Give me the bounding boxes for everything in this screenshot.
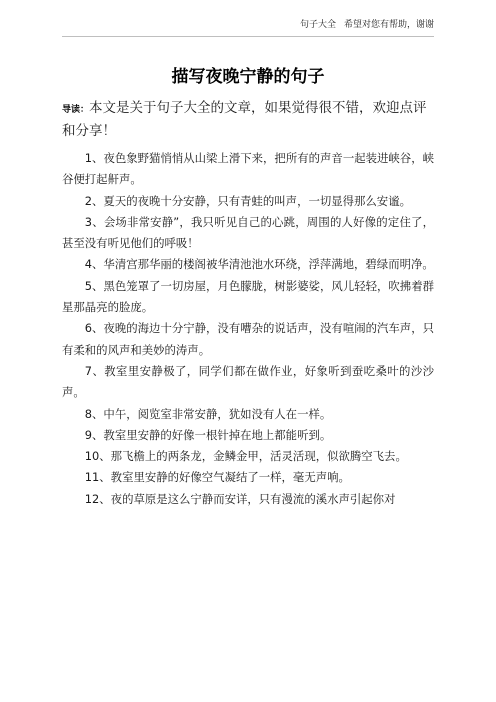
lead-text: 本文是关于句子大全的文章，如果觉得很不错，欢迎点评和分享！ — [62, 100, 427, 139]
sentence-item-3: 3、会场非常安静”，我只听见自己的心跳，周围的人好像的定住了，甚至没有听见他们的呼吸！ — [62, 214, 434, 251]
sentence-item-7: 7、教室里安静极了，同学们都在做作业，好象听到蚕吃桑叶的沙沙声。 — [62, 363, 434, 400]
header-site-name: 句子大全 — [299, 20, 336, 30]
sentence-item-8: 8、中午，阅览室非常安静，犹如没有人在一样。 — [84, 406, 332, 421]
lead-paragraph — [62, 98, 434, 142]
sentence-item-5: 5、黑色笼罩了一切房屋，月色朦胧，树影婆娑，风儿轻轻，吹拂着群星那晶亮的脸庞。 — [62, 278, 434, 315]
page-header — [300, 18, 434, 32]
header-divider — [62, 36, 434, 37]
header-slogan: 希望对您有帮助，谢谢 — [343, 20, 434, 30]
sentence-item-6: 6、夜晚的海边十分宁静，没有嘈杂的说话声，没有喧闹的汽车声，只有柔和的风声和美妙的涛声。 — [62, 321, 434, 357]
sentence-item-11: 11、教室里安静的好像空气凝结了一样，毫无声响。 — [84, 470, 350, 485]
sentence-item-9: 9、教室里安静的好像一根针掉在地上都能听到。 — [84, 427, 332, 442]
document-title: 描写夜晚宁静的句子 — [171, 67, 325, 87]
sentence-item-2: 2、夏天的夜晚十分安静，只有青蛙的叫声，一切显得那么安谧。 — [84, 193, 411, 208]
lead-label: 导读： — [62, 105, 90, 115]
sentence-item-12: 12、夜的草原是这么宁静而安详，只有漫流的溪水声引起你对 — [84, 491, 396, 506]
sentence-item-10: 10、那飞檐上的两条龙，金鳞金甲，活灵活现，似欲腾空飞去。 — [84, 449, 407, 464]
document-body — [62, 98, 434, 510]
sentence-item-1: 1、夜色象野猫悄悄从山梁上滑下来，把所有的声音一起装进峡谷，峡谷便打起鼾声。 — [62, 151, 434, 187]
sentence-item-4: 4、华清宫那华丽的楼阁被华清池池水环绕，浮萍满地，碧绿而明净。 — [84, 257, 434, 272]
